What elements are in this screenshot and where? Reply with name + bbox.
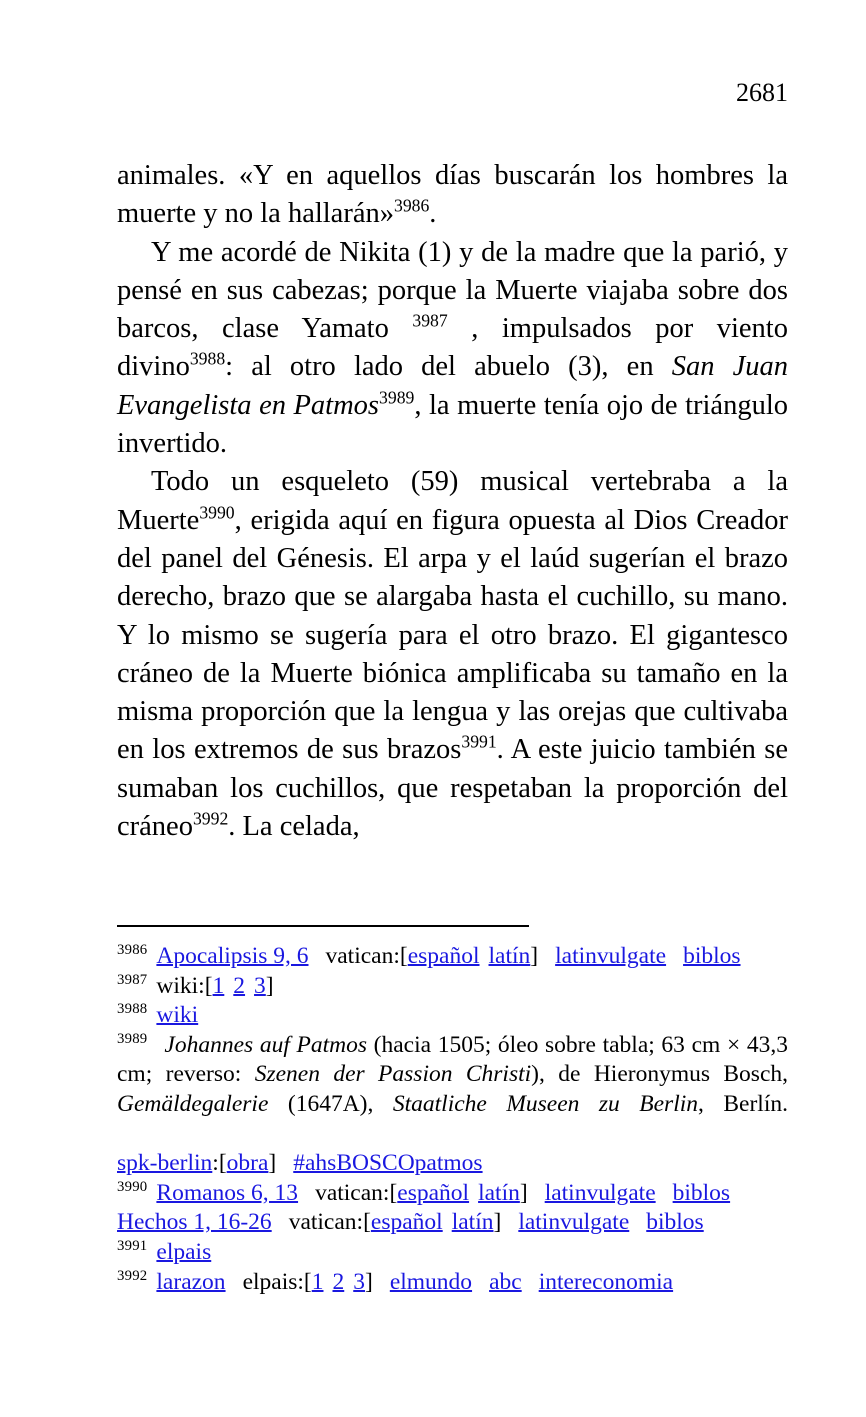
text-run: , la muerte tenía ojo de triángulo invertido. bbox=[117, 389, 788, 460]
text-run: vatican:[ bbox=[325, 943, 408, 969]
footnote-number: 3992 bbox=[117, 1267, 148, 1284]
footnote-line bbox=[117, 1179, 788, 1209]
footnote-link[interactable]: elpais bbox=[156, 1238, 212, 1265]
footnote-item bbox=[117, 1031, 788, 1179]
footnote-item bbox=[117, 972, 788, 1002]
text-run: ] bbox=[364, 1268, 373, 1295]
footnote-prose bbox=[117, 1031, 788, 1149]
footnote-separator-rule bbox=[117, 925, 529, 927]
footnote-marker[interactable]: 3988 bbox=[189, 348, 226, 369]
footnote-number: 3988 bbox=[117, 1001, 148, 1018]
text-run: : al otro lado del abuelo (3), en bbox=[225, 351, 672, 383]
footnote-link[interactable]: elmundo bbox=[389, 1268, 473, 1295]
footnote-line bbox=[117, 1208, 788, 1238]
text-run: ] bbox=[519, 1179, 528, 1206]
footnote-marker[interactable]: 3989 bbox=[379, 387, 415, 408]
page-number: 2681 bbox=[736, 78, 788, 107]
footnote-line bbox=[117, 942, 788, 972]
footnote-link[interactable]: biblos bbox=[683, 943, 741, 969]
footnote-item bbox=[117, 1238, 788, 1268]
text-run: ] bbox=[530, 943, 539, 969]
footnote-link[interactable]: español bbox=[407, 943, 480, 969]
body-paragraph bbox=[117, 157, 788, 234]
footnote-line bbox=[117, 1238, 788, 1268]
footnote-item bbox=[117, 942, 788, 972]
text-run: Todo un esqueleto (59) musical vertebraba a la Muerte bbox=[117, 466, 788, 536]
italic-title: Johannes auf Patmos bbox=[164, 1031, 368, 1058]
footnote-link[interactable]: 1 bbox=[311, 1268, 324, 1295]
text-run: elpais:[ bbox=[242, 1268, 312, 1295]
footnote-item bbox=[117, 1001, 788, 1031]
body-paragraph bbox=[117, 234, 788, 464]
footnote-number: 3987 bbox=[117, 971, 148, 988]
footnote-link[interactable]: wiki bbox=[156, 1002, 199, 1029]
footnote-link[interactable]: spk-berlin bbox=[117, 1150, 213, 1177]
text-run: , Berlín. bbox=[698, 1090, 788, 1117]
footnote-marker[interactable]: 3990 bbox=[199, 502, 235, 523]
footnote-link[interactable]: latín bbox=[488, 943, 531, 969]
text-run: , impulsados por viento divino bbox=[117, 313, 788, 383]
footnote-number: 3989 bbox=[117, 1030, 148, 1047]
text-run: , erigida aquí en figura opuesta al Dios Creador del panel del Génesis. El arpa y el laúd sugerían el brazo derecho, brazo que se alargaba hasta el cuchillo, su mano. Y lo mismo se sugería para el otro brazo. El gigantesco cráneo de la Muerte biónica amplificaba su tamaño en la misma proporción que la lengua y las orejas que cultivaba en los extremos de sus brazos bbox=[117, 504, 788, 766]
footnote-link[interactable]: español bbox=[370, 1209, 443, 1236]
footnote-marker[interactable]: 3991 bbox=[461, 731, 497, 752]
text-run: wiki:[ bbox=[156, 972, 213, 999]
footnote-link[interactable]: 2 bbox=[233, 972, 246, 999]
text-run: (1647A), bbox=[268, 1090, 393, 1117]
italic-title: Gemäldegalerie bbox=[117, 1090, 269, 1117]
footnote-link[interactable]: obra bbox=[226, 1150, 269, 1177]
footnote-link[interactable]: latín bbox=[451, 1209, 494, 1236]
text-run: (hacia 1505; óleo sobre tabla; 63 cm × 43,3 cm; reverso: bbox=[117, 1031, 788, 1088]
footnote-marker[interactable]: 3986 bbox=[393, 195, 430, 216]
footnote-item bbox=[117, 1268, 788, 1298]
italic-title: San Juan Evangelista en Patmos bbox=[117, 351, 788, 421]
text-run: vatican:[ bbox=[288, 1209, 371, 1236]
footnote-link[interactable]: larazon bbox=[156, 1268, 226, 1295]
footnote-link[interactable]: 3 bbox=[254, 972, 266, 999]
footnotes-section bbox=[117, 942, 788, 1297]
footnote-marker[interactable]: 3992 bbox=[192, 808, 229, 829]
footnote-line bbox=[117, 1149, 788, 1179]
italic-title: Staatliche Museen zu Berlin bbox=[392, 1090, 699, 1117]
footnote-link[interactable]: 3 bbox=[353, 1268, 365, 1295]
text-run: . A este juicio también se sumaban los cuchillos, que respetaban la proporción del cráneo bbox=[117, 734, 788, 843]
text-run: ] bbox=[265, 972, 274, 999]
footnote-link[interactable]: latinvulgate bbox=[555, 943, 667, 969]
footnote-link[interactable]: 1 bbox=[212, 972, 225, 999]
footnote-link[interactable]: español bbox=[397, 1179, 470, 1206]
footnote-link[interactable]: Hechos 1, 16-26 bbox=[117, 1209, 272, 1236]
footnote-link[interactable]: #ahsBOSCOpatmos bbox=[293, 1150, 483, 1177]
text-run: Y me acordé de Nikita (1) y de la madre que la parió, y pensé en sus cabezas; porque la Muerte viajaba sobre dos barcos, clase Yamato bbox=[117, 236, 788, 345]
footnote-line bbox=[117, 1268, 788, 1298]
footnote-link[interactable]: latín bbox=[478, 1179, 520, 1206]
footnote-link[interactable]: latinvulgate bbox=[518, 1209, 630, 1236]
text-run: . bbox=[429, 198, 437, 230]
footnote-link[interactable]: Apocalipsis 9, 6 bbox=[156, 943, 309, 969]
text-run: vatican:[ bbox=[315, 1179, 398, 1206]
footnote-item bbox=[117, 1179, 788, 1238]
footnote-link[interactable]: abc bbox=[489, 1268, 522, 1295]
body-paragraph bbox=[117, 463, 788, 846]
footnote-marker[interactable]: 3987 bbox=[412, 310, 448, 331]
text-run: animales. «Y en aquellos días buscarán los hombres la muerte y no la hallarán» bbox=[117, 160, 788, 230]
text-run: :[ bbox=[212, 1150, 227, 1177]
text-run: . La celada, bbox=[228, 811, 360, 843]
footnote-link[interactable]: biblos bbox=[646, 1209, 704, 1236]
footnote-link[interactable]: intereconomia bbox=[538, 1268, 674, 1295]
footnote-link[interactable]: biblos bbox=[672, 1179, 731, 1206]
italic-title: Szenen der Passion Christi bbox=[254, 1061, 532, 1088]
footnote-link[interactable]: Romanos 6, 13 bbox=[156, 1179, 299, 1206]
footnote-number: 3991 bbox=[117, 1238, 148, 1255]
footnote-line bbox=[117, 1001, 788, 1031]
footnote-number: 3990 bbox=[117, 1178, 148, 1195]
footnote-number: 3986 bbox=[117, 942, 148, 959]
footnote-link[interactable]: 2 bbox=[332, 1268, 345, 1295]
text-run: ] bbox=[493, 1209, 502, 1236]
text-run: ] bbox=[268, 1150, 277, 1177]
body-text-column bbox=[117, 157, 788, 846]
text-run: ), de Hieronymus Bosch, bbox=[531, 1061, 789, 1088]
footnote-link[interactable]: latinvulgate bbox=[544, 1179, 656, 1206]
footnote-line bbox=[117, 972, 788, 1002]
